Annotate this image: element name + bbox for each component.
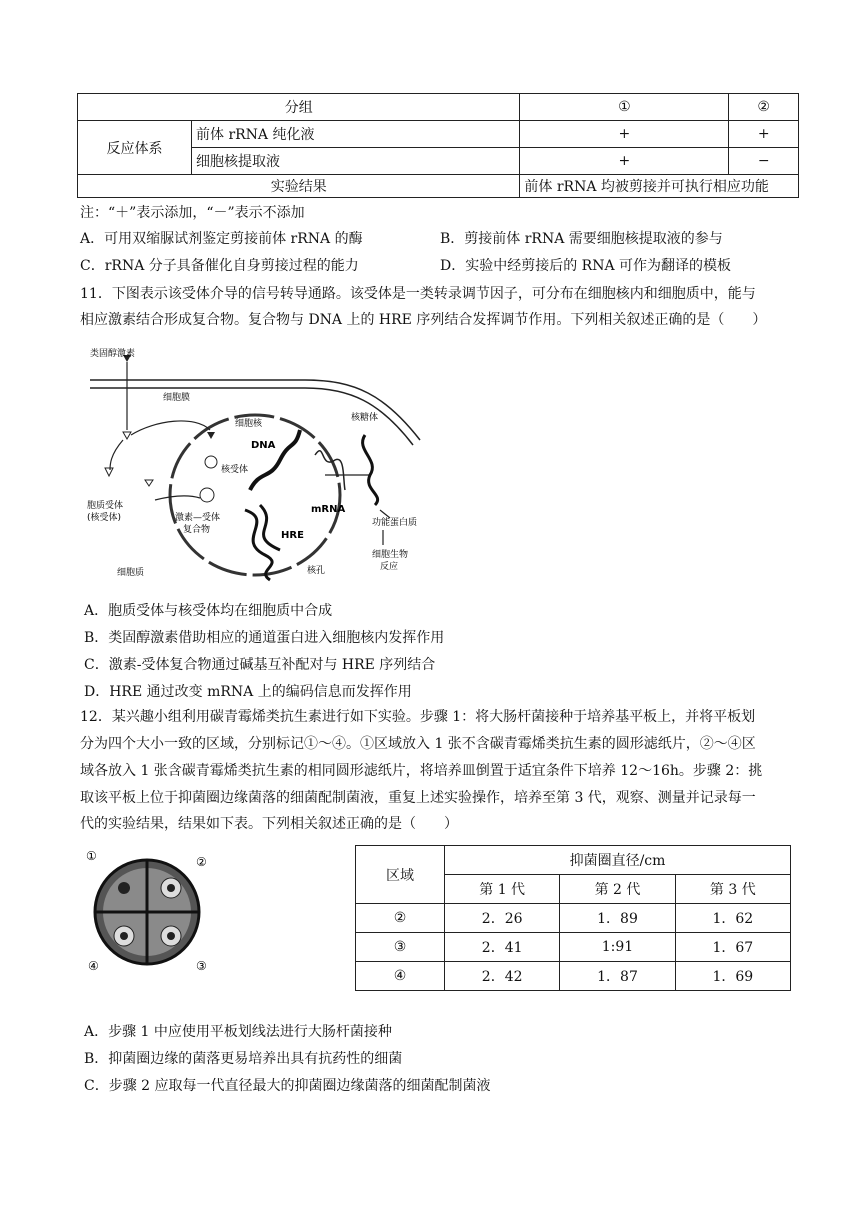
cell: − <box>729 148 799 175</box>
hormone-arrow <box>131 421 210 435</box>
q12-option-b: B．抑菌圈边缘的菌落更易培养出具有抗药性的细菌 <box>84 1051 403 1067</box>
table-row <box>78 121 799 148</box>
value-cell: 1．69 <box>675 962 790 991</box>
ribosome-chain <box>363 435 378 505</box>
plate-label-1: ① <box>86 849 97 863</box>
region-cell: ④ <box>356 962 445 991</box>
label-dna: DNA <box>251 440 276 451</box>
label-response-2: 反应 <box>380 562 399 572</box>
value-cell: 1．67 <box>675 933 790 962</box>
table-row <box>356 933 791 962</box>
cell: + <box>520 148 729 175</box>
nuclear-receptor-shape <box>205 456 217 468</box>
q11-option-b: B．类固醇激素借助相应的通道蛋白进入细胞核内发挥作用 <box>84 630 445 646</box>
plate-label-4: ④ <box>88 959 99 973</box>
result-label: 实验结果 <box>78 175 520 198</box>
cell-membrane <box>90 380 420 440</box>
label-pore: 核孔 <box>307 566 326 576</box>
hormone-triangle <box>207 432 215 439</box>
hormone-arrow <box>110 440 123 470</box>
header-col1: ① <box>520 94 729 121</box>
complex-arrow <box>155 496 200 500</box>
q11-option-a: A．胞质受体与核受体均在细胞质中合成 <box>84 603 333 619</box>
row-label: 前体 rRNA 纯化液 <box>192 121 520 148</box>
filter-paper-4 <box>120 932 128 940</box>
value-cell: 2．42 <box>445 962 560 991</box>
filter-paper-3 <box>167 932 175 940</box>
value-cell: 1:91 <box>560 933 675 962</box>
hormone-triangle <box>105 468 113 476</box>
label-response: 细胞生物 <box>372 550 409 560</box>
petri-plate-figure <box>84 846 214 976</box>
region-header: 区域 <box>356 846 445 904</box>
table-row <box>356 846 791 875</box>
results-table <box>355 845 791 991</box>
value-cell: 1．89 <box>560 904 675 933</box>
table-row <box>356 962 791 991</box>
filter-paper-2 <box>167 884 175 892</box>
gen-header: 第 2 代 <box>560 875 675 904</box>
q12-stem-line4: 取该平板上位于抑菌圈边缘菌落的细菌配制菌液，重复上述实验操作，培养至第 3 代，观察、测量并记录每一 <box>80 790 756 806</box>
row-group-label: 反应体系 <box>78 121 192 175</box>
label-nucleus: 细胞核 <box>235 419 263 429</box>
plate-label-3: ③ <box>196 959 207 973</box>
label-complex-2: 复合物 <box>183 525 211 535</box>
q11-option-c: C．激素-受体复合物通过碱基互补配对与 HRE 序列结合 <box>84 657 436 673</box>
label-membrane: 细胞膜 <box>163 393 191 403</box>
label-complex: 激素—受体 <box>175 513 221 523</box>
header-col2: ② <box>729 94 799 121</box>
q10-option-b: B．剪接前体 rRNA 需要细胞核提取液的参与 <box>440 231 723 247</box>
gen-header: 第 3 代 <box>675 875 790 904</box>
header-group: 分组 <box>78 94 520 121</box>
nucleus-envelope <box>170 415 340 575</box>
q10-option-c: C．rRNA 分子具备催化自身剪接过程的能力 <box>80 258 359 274</box>
experiment-table <box>77 93 799 198</box>
q12-stem-line1: 12．某兴趣小组利用碳青霉烯类抗生素进行如下实验。步骤 1：将大肠杆菌接种于培养基平板上，并将平板划 <box>80 709 756 725</box>
q12-option-c: C．步骤 2 应取每一代直径最大的抑菌圈边缘菌落的细菌配制菌液 <box>84 1078 491 1094</box>
value-cell: 2．41 <box>445 933 560 962</box>
q11-option-d: D．HRE 通过改变 mRNA 上的编码信息而发挥作用 <box>84 684 412 700</box>
hormone-triangle <box>145 480 153 486</box>
value-cell: 1．62 <box>675 904 790 933</box>
filter-paper-1 <box>118 882 130 894</box>
protein-arrow <box>380 510 390 518</box>
complex-shape <box>200 488 214 502</box>
region-cell: ② <box>356 904 445 933</box>
q11-stem-line2: 相应激素结合形成复合物。复合物与 DNA 上的 HRE 序列结合发挥调节作用。下列相关叙述正确的是（ ） <box>80 312 767 328</box>
row-label: 细胞核提取液 <box>192 148 520 175</box>
q12-stem-line5: 代的实验结果，结果如下表。下列相关叙述正确的是（ ） <box>80 816 458 832</box>
q12-stem-line2: 分为四个大小一致的区域，分别标记①～④。①区域放入 1 张不含碳青霉烯类抗生素的圆形滤纸片，②～④区 <box>80 736 756 752</box>
dna-strand <box>260 505 280 550</box>
label-protein: 功能蛋白质 <box>372 518 418 528</box>
value-cell: 2．26 <box>445 904 560 933</box>
label-hre: HRE <box>281 530 304 541</box>
result-value: 前体 rRNA 均被剪接并可执行相应功能 <box>520 175 799 198</box>
cell: + <box>729 121 799 148</box>
cell: + <box>520 121 729 148</box>
table-row <box>78 175 799 198</box>
diameter-header: 抑菌圈直径/cm <box>445 846 791 875</box>
value-cell: 1．87 <box>560 962 675 991</box>
note: 注：“＋”表示添加，“－”表示不添加 <box>80 205 305 221</box>
q12-option-a: A．步骤 1 中应使用平板划线法进行大肠杆菌接种 <box>84 1024 392 1040</box>
table-row <box>356 904 791 933</box>
plate-label-2: ② <box>196 855 207 869</box>
dna-strand <box>250 430 300 490</box>
label-cytoplasm: 细胞质 <box>117 568 145 578</box>
label-cyto-receptor-paren: (核受体) <box>87 513 122 523</box>
label-mrna: mRNA <box>311 504 346 515</box>
q10-option-d: D．实验中经剪接后的 RNA 可作为翻译的模板 <box>440 258 732 274</box>
q12-stem-line3: 域各放入 1 张含碳青霉烯类抗生素的相同圆形滤纸片，将培养皿倒置于适宜条件下培养 12～16h。步骤 2：挑 <box>80 763 763 779</box>
hormone-triangle <box>123 432 131 439</box>
label-cyto-receptor: 胞质受体 <box>87 501 124 511</box>
q11-stem-line1: 11．下图表示该受体介导的信号转导通路。该受体是一类转录调节因子，可分布在细胞核内和细胞质中，能与 <box>80 286 756 302</box>
gen-header: 第 1 代 <box>445 875 560 904</box>
label-nuclear-receptor: 核受体 <box>221 465 249 475</box>
signal-pathway-figure <box>85 340 425 590</box>
label-steroid: 类固醇激素 <box>90 349 136 359</box>
table-row <box>78 94 799 121</box>
label-ribosome: 核糖体 <box>351 413 379 423</box>
region-cell: ③ <box>356 933 445 962</box>
q10-option-a: A．可用双缩脲试剂鉴定剪接前体 rRNA 的酶 <box>80 231 363 247</box>
